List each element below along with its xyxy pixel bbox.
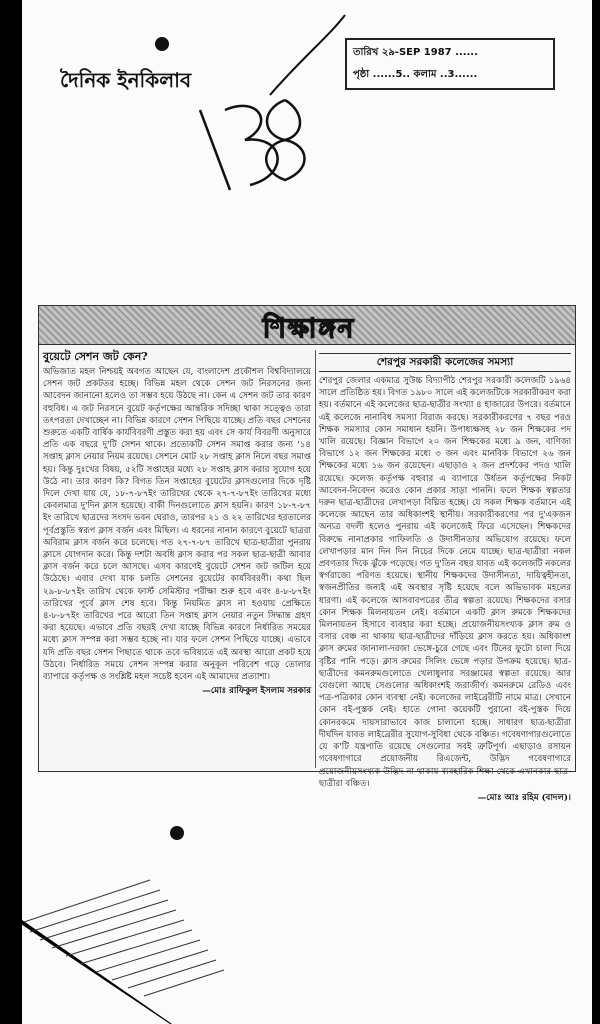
paper-bottom-edge: [0, 860, 600, 1024]
article1-headline: বুয়েটে সেশন জট কেন?: [43, 350, 148, 363]
stamp-date-line: তারিখ ২৯-SEP 1987 ......: [353, 47, 478, 58]
article2-body: শেরপুর জেলার একমাত্র সুউচ্চ বিদ্যাপীঠ শেরপুর সরকারী কলেজটি ১৯৬৪ সালে প্রতিষ্ঠিত হয়। বিগত ১৯৮০ সালে এই কলেজটিকে সরকারীকরণ করা হয়। বর্তমানে এই কলেজের ছাত্র-ছাত্রীর সংখ্যা ৪ হাজারের উপরে। বর্তমানে এই কলেজে নানাবিধ সমস্যা বিরাজ করছে। সরকারীকরণের ৭ বছর পরও শিক্ষক সমস্যার কোন সমাধান হয়নি। উপাধ্যক্ষসহ ২৮ জন শিক্ষকের পদ খালি রয়েছে। বিজ্ঞান বিভাগে ২০ জন শিক্ষকের মধ্যে ৯ জন, বাণিজ্য বিভাগে ১২ জন শিক্ষকের মধ্যে ৩ জন এবং মানবিক বিভাগে ২৬ জন শিক্ষকের মধ্যে ১৬ জন রয়েছেন। এছাড়াও ২ জন প্রদর্শকের পদও খালি রয়েছে। কলেজ কর্তৃপক্ষ বহুবার এ ব্যাপারে উর্ধতন কর্তৃপক্ষের নিকট আবেদন-নিবেদন করেও কোন প্রকার সাড়া পাননি। ফলে শিক্ষক স্বল্পতার দরুন ছাত্র-ছাত্রীদের লেখাপড়া বিঘ্নিত হচ্ছে। যে সকল শিক্ষক বর্তমানে এই কলেজে আছেন তার অধিকাংশই স্থানীয়। সরকারীকরণের পর দু'একজন অন্যত্র বদলী হলেও পুনরায় এই কলেজেই ফিরে এসেছেন। শিক্ষকদের বিরুদ্ধে নানাপ্রকার গাফিলতি ও উদাসীনতার অভিযোগ রয়েছে। ফলে লেখাপড়ার মান দিন দিন নিচের দিকে নেমে যাচ্ছে। ছাত্র-ছাত্রীরা নকল প্রবণতার দিকে ঝুঁকে পড়েছে। গত দু'তিন বছর যাবত এই কলেজটি নকলের স্বর্গরাজ্যে পরিণত হয়েছে। স্থানীয় শিক্ষকদের উদাসীনতা, দায়িত্বহীনতা, স্বজনপ্রীতির জন্যই এই অবস্থার সৃষ্টি হয়েছে বলে অভিভাবক মহলের ধারণা। এই কলেজে আসবাবপত্রের তীব্র স্বল্পতা রয়েছে। শিক্ষকদের বসার কোন শিক্ষক মিলনায়তন নেই। বর্তমানে একটি ক্লাস রুমকে শিক্ষকদের মিলনায়তন হিসাবে ব্যবহার করা হচ্ছে। প্রয়োজনীয়সংখ্যক ক্লাস রুম ও বসার বেঞ্চ না থাকায় ছাত্র-ছাত্রীদের দাঁড়িয়ে ক্লাস করতে হয়। অধিকাংশ ক্লাস রুমের জানালা-দরজা ভেঙ্গে-চুরে গেছে এবং টিনের ফুটো চালা দিয়ে বৃষ্টির পানি পড়ে। ক্লাস রুমের সিলিং ভেঙ্গে পড়ার উপক্রম হয়েছে। ছাত্র-ছাত্রীদের কমনরুমগুলোতে খেলাধুলার সরঞ্জামের স্বল্পতা রয়েছে। আর যেগুলো আছে সেগুলোর অধিকাংশই জরাজীর্ণ। কমনরুমে রেডিও এবং পত্র-পত্রিকার কোন ব্যবস্থা নেই। কলেজের লাইব্রেরীটি নামে মাত্র। সেখানে কোন বই-পুস্তক নেই। হাতে গোনা কয়েকটি পুরানো বই-পুস্তক দিয়ে কোনরকমে দায়সারাভাবে কাজ চালানো হচ্ছে। সাধারণ ছাত্র-ছাত্রীরা দীর্ঘদিন যাবত লাইব্রেরীর সুযোগ-সুবিধা থেকে বঞ্চিত। গবেষণাগারগুলোতে যে ক'টি যন্ত্রপাতি রয়েছে সেগুলোর সবই ত্রুটিপূর্ণ। এছাড়াও রসায়ন গবেষণাগারে প্রয়োজনীয় রিএজেন্ট, উদ্ভিদ গবেষণাগারে প্রয়োজনীয়সংখ্যক উদ্ভিদ না থাকায় ব্যবহারিক শিক্ষা থেকে এখানকার ছাত্র-ছাত্রীরা বঞ্চিত।: [319, 376, 571, 789]
article2-byline: —মোঃ আঃ রহিম (বাদল)।: [477, 792, 571, 803]
newspaper-name: দৈনিক ইনকিলাব: [60, 68, 192, 92]
column-rule: [315, 350, 316, 768]
newspaper-clipping: [38, 305, 576, 803]
punch-hole-bottom: [170, 826, 184, 840]
section-title: শিক্ষাঙ্গন: [262, 314, 356, 344]
handwritten-file-number: [0, 0, 600, 300]
article-sherpur-college: [319, 350, 571, 803]
article1-byline: —মোঃ রাফিকুল ইসলাম সরকার: [202, 686, 311, 697]
article-busiest-session-jam: [43, 350, 311, 768]
article1-body: অভিজাত মহল নিশ্চয়ই অবগত আছেন যে, বাংলাদেশ প্রকৌশল বিশ্ববিদ্যালয়ে সেশন জট প্রকটতর হচ্ছে। বিভিন্ন মহল থেকে সেশন জট নিরসনের জন্য আবেদন জানানো হলেও তা সম্ভব হয়ে উঠছে না। কেন এ সেশন জট তার কারণ বহুবিধ। এ জট নিরসনে বুয়েট কর্তৃপক্ষের আন্তরিক সদিচ্ছা থাকা সত্ত্বেও তারা তৎপরতা দেখাচ্ছেন না। বিভিন্ন কারণে সেশন পিছিয়ে যাচ্ছে। প্রতি বছর সেশনের শুরুতে একটি বার্ষিক কার্যবিবরণী প্রস্তুত করা হয় এবং সে কার্য বিবরণী অনুসারে প্রতি এক বছরে দু'টি সেশন থাকে। প্রত্যেকটি সেশন সমাপ্ত করার জন্য '১৪ সপ্তাহ ক্লাস নেয়ার নিয়ম রয়েছে। সেশনে মোট ২৮ সপ্তাহ ক্লাস নিলে বছর সমাপ্ত হয়। কিন্তু দুঃখের বিষয়, ৫২টি সপ্তাহের মধ্যে ২৮ সপ্তাহ ক্লাস করার সুযোগ হয়ে উঠে না। তার কারণ কি? বিগত তিন সপ্তাহের বুয়েটের ক্লাসগুলোর দিকে দৃষ্টি দিলে দেখা যায় যে, ১৮-৭-৮৭ইং তারিখের থেকে ২৭-৭-৮৭ইং তারিখের মধ্যে কেবলমাত্র দু'দিন ক্লাস হয়েছে। বাকী দিনগুলোতে ক্লাস হয়নি। কারণ ১৮-৭-৮৭ ইং তারিখে ছাত্রদের সংসদ ভবন ঘেরাও, তারপর ২১ ও ২২ তারিখের হরতালের পূর্বপ্রস্তুতি স্বরূপ ক্লাস বর্জন এবং মিছিল। এ ধরনের নানান কারণে বুয়েটে ছাত্ররা অবিরাম ক্লাস বর্জন করে চলেছে। গত ২৭-৭-৮৭ তারিখে ছাত্র-ছাত্রীরা পুনরায় ক্লাসে যোগদান করে। কিন্তু দশটা অবধি ক্লাস করার পর সকল ছাত্র-ছাত্রী আবার ক্লাস বর্জন করে চলে আসছে। এসব কারণেই বুয়েটে সেশন জট জটিল হয়ে উঠেছে। এবার দেখা যাক চলতি সেশনের বুয়েটের কার্যবিবরণী। কথা ছিল ২৯-৮-৮৭ইং তারিখ থেকে ফার্স্ট সেমিস্টার পরীক্ষা শুরু হবে এবং ৪-৮-৮৭ইং তারিখের পূর্বে ক্লাস শেষ হবে। কিন্তু নিয়মিত ক্লাস না হওয়ায় প্রেক্ষিতে ৪-৮-৮৭ইং তারিখের পরে আরো তিন সপ্তাহ ক্লাস নেয়ার নতুন সিদ্ধান্ত গ্রহণ করা হয়েছে। এভাবে প্রতি বছরই দেখা যাচ্ছে বিভিন্ন কারণে নির্ধারিত সময়ের মধ্যে ক্লাস সম্পন্ন করা সম্ভব হচ্ছে না। যার ফলে সেশন পিছিয়ে যাচ্ছে। এভাবে যদি প্রতি বছর সেশন পিছাতে থাকে তবে ভবিষ্যতে এই অবস্থা আরো প্রকট হয়ে উঠবে। নির্ধারিত সময়ে সেশন সম্পন্ন করার অনুকূল পরিবেশ গড়ে তোলার ব্যাপারে কর্তৃপক্ষ ও সংশ্লিষ্ট মহল সচেষ্ট হবেন এই আমাদের প্রত্যাশা।: [43, 367, 311, 683]
article2-headline: শেরপুর সরকারী কলেজের সমস্যা: [319, 353, 571, 372]
section-banner: [39, 306, 575, 345]
stamp-page-column-line: পৃষ্ঠা ......5.. কলাম ..3......: [353, 69, 478, 80]
